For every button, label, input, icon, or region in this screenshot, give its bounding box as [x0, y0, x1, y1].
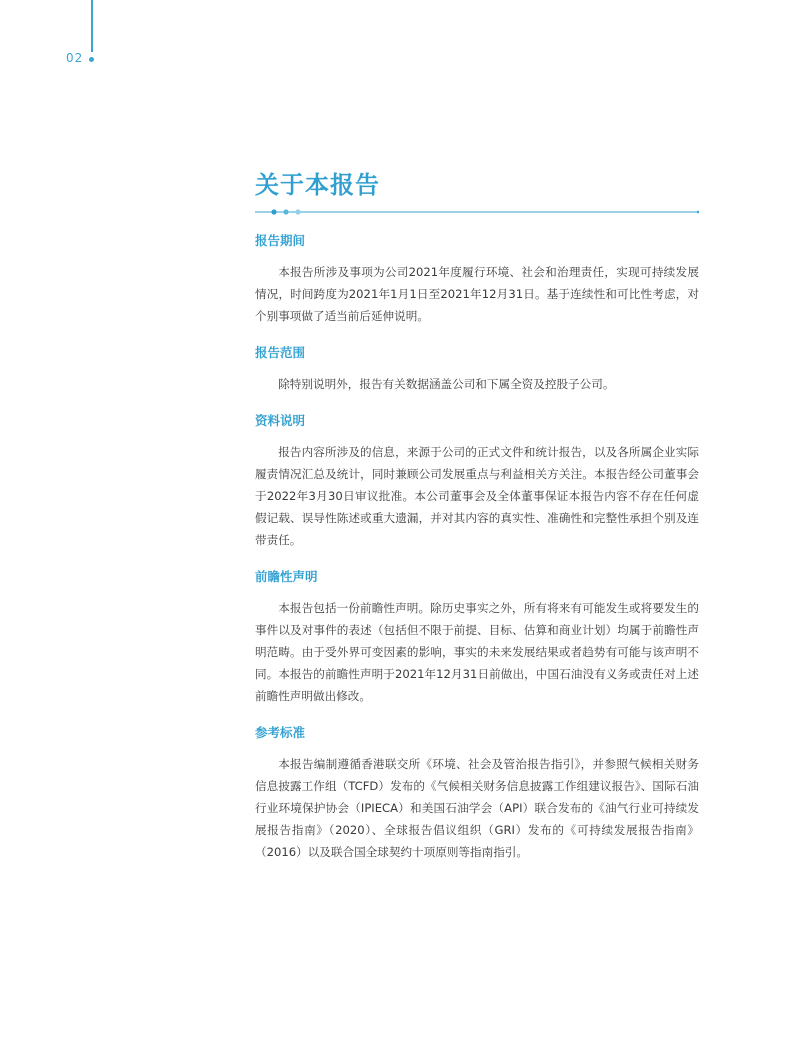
section-paragraph: 除特别说明外，报告有关数据涵盖公司和下属全资及控股子公司。 — [278, 377, 615, 391]
section-paragraph: 本报告编制遵循香港联交所《环境、社会及管治报告指引》，并参照气候相关财务信息披露工作组（TCFD）发布的《气候相关财务信息披露工作组建议报告》、国际石油行业环境保护协会（IPIECA）和美国石油学会（API）联合发布的《油气行业可持续发展报告指南》（2020）、全球报告倡议组织（GRI）发布的《可持续发展报告指南》（2016）以及联合国全球契约十项原则等指南指引。 — [255, 757, 699, 859]
page-number: 02 — [66, 51, 84, 65]
section-paragraph: 本报告包括一份前瞻性声明。除历史事实之外，所有将来有可能发生或将要发生的事件以及对事件的表述（包括但不限于前提、目标、估算和商业计划）均属于前瞻性声明范畴。由于受外界可变因素的影响，事实的未来发展结果或者趋势有可能与该声明不同。本报告的前瞻性声明于2021年12月31日前做出，中国石油没有义务或责任对上述前瞻性声明做出修改。 — [255, 601, 699, 703]
section-reference-standards — [255, 723, 699, 863]
section-heading: 参考标准 — [255, 725, 306, 740]
section-data-description — [255, 411, 699, 551]
section-paragraph: 本报告所涉及事项为公司2021年度履行环境、社会和治理责任，实现可持续发展情况，时间跨度为2021年1月1日至2021年12月31日。基于连续性和可比性考虑，对个别事项做了适当前后延伸说明。 — [255, 265, 699, 323]
section-report-period — [255, 231, 699, 327]
section-heading: 资料说明 — [255, 413, 306, 428]
section-heading: 报告期间 — [255, 233, 306, 248]
page-title: 关于本报告 — [255, 171, 380, 199]
top-vertical-rule — [91, 0, 93, 52]
title-divider-ornament — [255, 205, 699, 219]
section-heading: 报告范围 — [255, 345, 306, 360]
section-heading: 前瞻性声明 — [255, 569, 318, 584]
section-paragraph: 报告内容所涉及的信息，来源于公司的正式文件和统计报告，以及各所属企业实际履责情况汇总及统计，同时兼顾公司发展重点与利益相关方关注。本报告经公司董事会于2022年3月30日审议批准。本公司董事会及全体董事保证本报告内容不存在任何虚假记载、误导性陈述或重大遗漏，并对其内容的真实性、准确性和完整性承担个别及连带责任。 — [255, 445, 699, 547]
page-number-dot — [89, 57, 94, 62]
section-report-scope — [255, 343, 699, 395]
report-content — [255, 231, 699, 879]
section-forward-looking-statement — [255, 567, 699, 707]
